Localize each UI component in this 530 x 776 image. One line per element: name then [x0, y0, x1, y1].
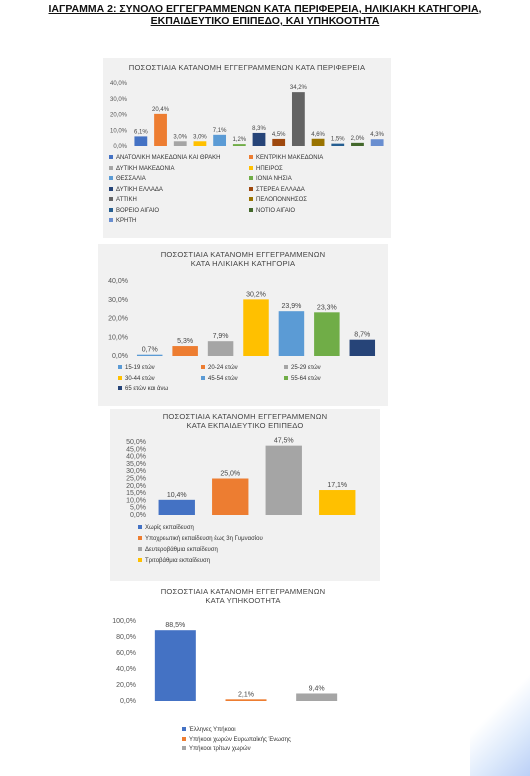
chart-education-plot	[110, 409, 380, 529]
legend-swatch	[138, 547, 142, 551]
data-label: 8,7%	[354, 331, 371, 339]
y-tick-label: 20,0%	[109, 112, 127, 119]
legend-label: ΔΥΤΙΚΗ ΕΛΛΑΔΑ	[116, 186, 163, 193]
legend-swatch	[249, 155, 253, 159]
bar	[279, 311, 305, 356]
chart-age-title-line2: ΚΑΤΑ ΗΛΙΚΙΑΚΗ ΚΑΤΗΓΟΡΙΑ	[190, 259, 296, 268]
data-label: 1,5%	[330, 136, 345, 143]
legend-swatch	[109, 208, 113, 212]
y-tick-label: 40,0%	[126, 453, 146, 461]
y-tick-label: 30,0%	[108, 296, 128, 304]
legend-label: Χωρίς εκπαίδευση	[145, 525, 194, 531]
bar	[155, 630, 196, 701]
data-label: 30,2%	[246, 291, 266, 299]
legend-swatch	[109, 166, 113, 170]
legend-item	[182, 746, 251, 753]
y-tick-label: 10,0%	[109, 128, 127, 135]
legend-label: Δευτεροβάθμια εκπαίδευση	[145, 547, 218, 553]
y-tick-label: 0,0%	[130, 512, 146, 519]
chart-education-panel	[110, 409, 380, 581]
data-label: 5,3%	[177, 338, 194, 346]
legend-swatch	[249, 166, 253, 170]
legend-label: Έλληνες Υπήκοοι	[189, 727, 236, 733]
decorative-corner	[470, 666, 530, 776]
legend-item	[138, 525, 194, 532]
legend-swatch	[138, 525, 142, 529]
data-label: 9,4%	[308, 685, 325, 693]
legend-swatch	[138, 536, 142, 540]
y-tick-label: 80,0%	[116, 634, 136, 641]
bar	[266, 446, 302, 515]
legend-label: 25-29 ετών	[291, 365, 321, 371]
chart-region-title-text: ΠΟΣΟΣΤΙΑΙΑ ΚΑΤΑΝΟΜΗ ΕΓΓΕΓΡΑΜΜΕΝΩΝ ΚΑΤΑ ΠΕΡΙΦΕΡΕΙΑ	[128, 63, 366, 72]
y-tick-label: 5,0%	[130, 504, 146, 512]
legend-item	[109, 155, 220, 162]
y-tick-label: 10,0%	[126, 497, 146, 505]
y-tick-label: 30,0%	[126, 468, 146, 476]
legend-label: Υποχρεωτική εκπαίδευση έως 3η Γυμνασίου	[145, 536, 263, 542]
legend-swatch	[118, 376, 122, 380]
bar	[172, 346, 198, 356]
data-label: 6,1%	[134, 129, 148, 136]
legend-label: ΚΕΝΤΡΙΚΗ ΜΑΚΕΔΟΝΙΑ	[256, 155, 324, 161]
bar	[319, 490, 355, 515]
legend-item	[109, 176, 146, 183]
y-tick-label: 15,0%	[126, 490, 146, 498]
legend-swatch	[109, 176, 113, 180]
data-label: 34,2%	[289, 85, 307, 92]
chart-citizenship-plot	[102, 584, 384, 714]
legend-swatch	[249, 208, 253, 212]
legend-label: Υπήκοοι τρίτων χωρών	[189, 746, 251, 752]
bar	[351, 143, 364, 146]
y-tick-label: 40,0%	[108, 278, 128, 285]
y-tick-label: 40,0%	[109, 81, 127, 87]
data-label: 23,9%	[281, 303, 302, 311]
chart-age-title-line1: ΠΟΣΟΣΤΙΑΙΑ ΚΑΤΑΝΟΜΗ ΕΓΓΕΓΡΑΜΜΕΝΩΝ	[160, 250, 326, 259]
legend-swatch	[109, 218, 113, 222]
legend-swatch	[249, 187, 253, 191]
legend-item	[109, 197, 137, 204]
legend-swatch	[284, 365, 288, 369]
legend-label: ΙΟΝΙΑ ΝΗΣΙΑ	[256, 176, 292, 182]
chart-age-plot	[98, 244, 388, 364]
chart-education-title-line2: ΚΑΤΑ ΕΚΠΑΙΔΕΥΤΙΚΟ ΕΠΙΠΕΔΟ	[186, 421, 304, 430]
bar	[253, 133, 266, 146]
chart-citizenship-title-line1: ΠΟΣΟΣΤΙΑΙΑ ΚΑΤΑΝΟΜΗ ΕΓΓΕΓΡΑΜΜΕΝΩΝ	[160, 587, 326, 596]
y-tick-label: 10,0%	[108, 334, 128, 342]
chart-region-panel	[103, 58, 391, 238]
legend-label: ΚΡΗΤΗ	[116, 218, 137, 224]
chart-citizenship-panel	[102, 584, 384, 766]
data-label: 4,5%	[271, 131, 286, 138]
legend-label: 30-44 ετών	[125, 375, 155, 382]
data-label: 3,0%	[193, 134, 207, 141]
legend-label: Τριτοβάθμια εκπαίδευση	[145, 558, 211, 564]
document-title-line1: ΙΑΓΡΑΜΜΑ 2: ΣΥΝΟΛΟ ΕΓΓΕΓΡΑΜΜΕΝΩΝ ΚΑΤΑ ΠΕΡΙΦΕΡΕΙΑ, ΗΛΙΚΙΑΚΗ ΚΑΤΗΓΟΡΙΑ,	[48, 3, 482, 15]
y-tick-label: 0,0%	[113, 144, 127, 150]
legend-swatch	[182, 727, 186, 731]
legend-label: 45-54 ετών	[208, 375, 238, 382]
bar	[212, 479, 248, 516]
bar	[174, 141, 187, 146]
y-tick-label: 20,0%	[116, 682, 136, 689]
legend-item	[249, 166, 283, 173]
data-label: 20,4%	[152, 106, 170, 113]
data-label: 1,2%	[232, 137, 247, 144]
bar	[296, 693, 337, 701]
bar	[312, 139, 325, 146]
legend-label: 65 ετών και άνω	[125, 386, 169, 392]
y-tick-label: 45,0%	[126, 446, 146, 454]
legend-swatch	[182, 746, 186, 750]
legend-item	[284, 365, 321, 372]
y-tick-label: 50,0%	[126, 439, 146, 446]
data-label: 4,6%	[311, 131, 325, 138]
legend-item	[201, 376, 238, 383]
legend-swatch	[138, 558, 142, 562]
legend-label: ΑΝΑΤΟΛΙΚΗ ΜΑΚΕΔΟΝΙΑ ΚΑΙ ΘΡΑΚΗ	[116, 155, 221, 161]
legend-swatch	[182, 737, 186, 741]
data-label: 7,9%	[212, 333, 229, 341]
bar	[154, 114, 167, 146]
legend-item	[118, 376, 155, 383]
y-tick-label: 100,0%	[112, 618, 136, 625]
legend-item	[118, 386, 168, 393]
legend-label: 15-19 ετών	[125, 365, 155, 371]
legend-item	[118, 365, 155, 372]
bar	[134, 136, 147, 146]
bar	[331, 144, 344, 146]
legend-swatch	[201, 365, 205, 369]
chart-education-title-line1: ΠΟΣΟΣΤΙΑΙΑ ΚΑΤΑΝΟΜΗ ΕΓΓΕΓΡΑΜΜΕΝΩΝ	[162, 412, 328, 421]
legend-swatch	[118, 386, 122, 390]
document-title	[0, 3, 530, 27]
legend-swatch	[109, 155, 113, 159]
legend-item	[138, 536, 263, 543]
data-label: 7,1%	[212, 127, 227, 134]
data-label: 2,0%	[350, 135, 365, 142]
data-label: 3,0%	[173, 134, 188, 141]
y-tick-label: 25,0%	[126, 475, 146, 483]
bar	[371, 139, 384, 146]
y-tick-label: 20,0%	[126, 482, 146, 490]
legend-swatch	[118, 365, 122, 369]
bar	[243, 299, 269, 356]
chart-citizenship-title-line2: ΚΑΤΑ ΥΠΗΚΟΟΤΗΤΑ	[205, 596, 281, 605]
legend-label: ΒΟΡΕΙΟ ΑΙΓΑΙΟ	[116, 207, 160, 214]
legend-label: ΗΠΕΙΡΟΣ	[256, 165, 283, 172]
legend-label: 55-64 ετών	[291, 375, 321, 382]
data-label: 25,0%	[220, 470, 241, 478]
legend-label: ΘΕΣΣΑΛΙΑ	[116, 176, 146, 182]
legend-swatch	[109, 187, 113, 191]
bar	[272, 139, 285, 146]
legend-item	[138, 558, 210, 565]
data-label: 47,5%	[273, 437, 294, 445]
data-label: 0,7%	[141, 346, 158, 354]
y-tick-label: 0,0%	[112, 353, 128, 360]
legend-item	[182, 727, 236, 734]
legend-swatch	[109, 197, 113, 201]
data-label: 17,1%	[327, 482, 348, 490]
legend-label: Υπήκοοι χωρών Ευρωπαϊκής Ένωσης	[189, 736, 291, 743]
bar	[194, 141, 207, 146]
bar	[137, 355, 163, 356]
legend-item	[249, 208, 295, 215]
y-tick-label: 0,0%	[120, 698, 136, 705]
legend-item	[249, 176, 292, 183]
legend-item	[109, 208, 159, 215]
legend-swatch	[201, 376, 205, 380]
bar	[208, 341, 234, 356]
bar	[213, 135, 226, 146]
bar	[350, 340, 376, 356]
legend-item	[109, 187, 163, 194]
chart-region-plot	[103, 58, 391, 158]
y-tick-label: 60,0%	[116, 650, 136, 657]
legend-label: ΝΟΤΙΟ ΑΙΓΑΙΟ	[256, 207, 296, 214]
y-tick-label: 35,0%	[126, 460, 146, 468]
bar	[233, 144, 246, 146]
data-label: 88,5%	[165, 622, 186, 630]
legend-swatch	[284, 376, 288, 380]
y-tick-label: 20,0%	[108, 315, 128, 323]
data-label: 23,3%	[316, 304, 337, 312]
legend-item	[249, 187, 305, 194]
data-label: 2,1%	[238, 691, 254, 699]
legend-item	[201, 365, 238, 372]
legend-item	[249, 155, 323, 162]
bar	[292, 92, 305, 146]
legend-label: ΣΤΕΡΕΑ ΕΛΛΑΔΑ	[256, 186, 305, 193]
legend-swatch	[249, 176, 253, 180]
data-label: 10,4%	[166, 491, 187, 499]
chart-age-panel	[98, 244, 388, 406]
bar	[314, 312, 340, 356]
legend-item	[182, 737, 291, 744]
y-tick-label: 30,0%	[109, 96, 127, 103]
document-title-line2: ΕΚΠΑΙΔΕΥΤΙΚΟ ΕΠΙΠΕΔΟ, ΚΑΙ ΥΠΗΚΟΟΤΗΤΑ	[150, 15, 380, 27]
legend-item	[284, 376, 321, 383]
legend-item	[109, 218, 136, 225]
legend-label: ΔΥΤΙΚΗ ΜΑΚΕΔΟΝΙΑ	[116, 165, 175, 172]
legend-item	[249, 197, 307, 204]
bar	[226, 699, 267, 701]
y-tick-label: 40,0%	[116, 666, 136, 673]
data-label: 4,3%	[370, 132, 384, 139]
legend-item	[138, 547, 218, 554]
legend-label: 20-24 ετών	[208, 365, 238, 371]
legend-label: ΑΤΤΙΚΗ	[116, 197, 137, 203]
legend-swatch	[249, 197, 253, 201]
legend-item	[109, 166, 174, 173]
legend-label: ΠΕΛΟΠΟΝΝΗΣΟΣ	[256, 197, 307, 203]
data-label: 8,3%	[252, 125, 266, 132]
bar	[159, 500, 195, 515]
